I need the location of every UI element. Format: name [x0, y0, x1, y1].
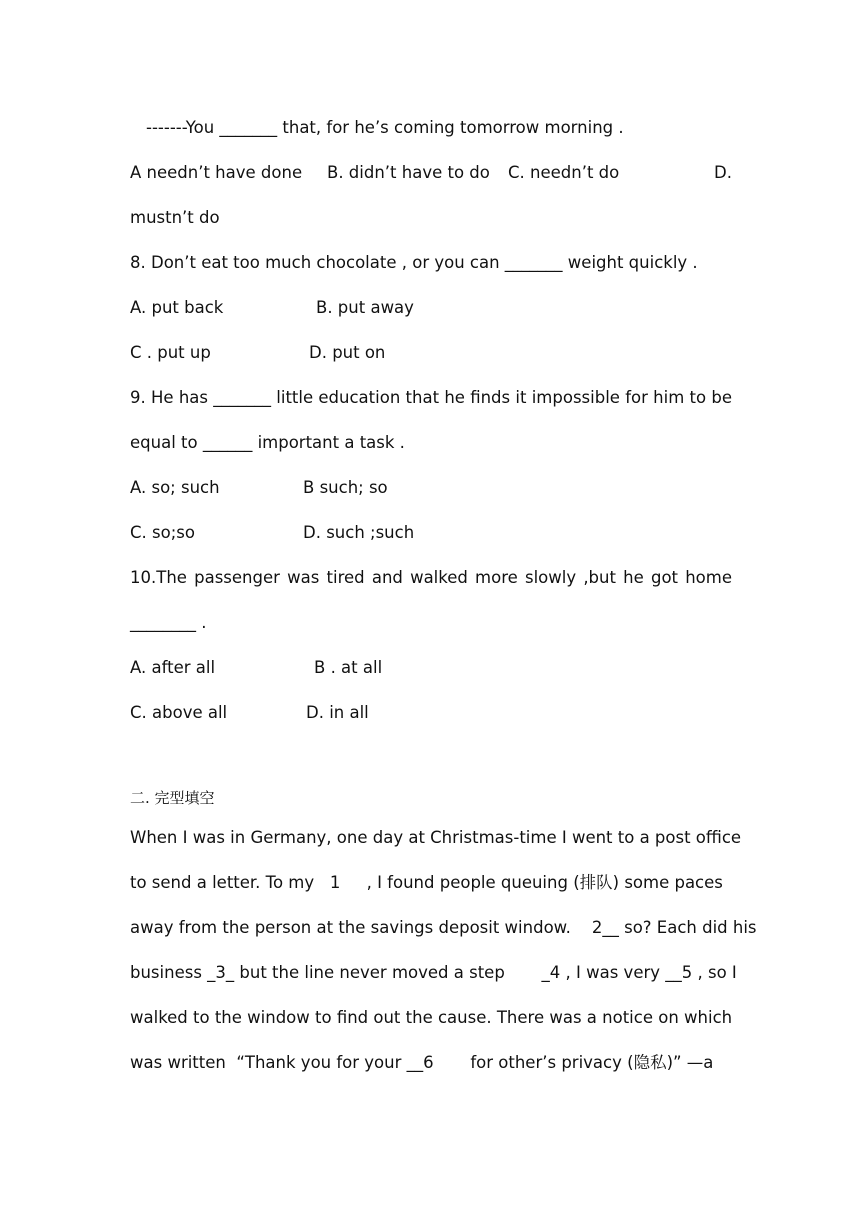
q8-option-a: A. put back	[130, 298, 224, 317]
q8-stem: 8. Don’t eat too much chocolate , or you can _______ weight quickly .	[130, 253, 698, 272]
q9-stem-line1: 9. He has _______ little education that he finds it impossible for him to be	[130, 388, 732, 407]
q8-option-b: B. put away	[316, 298, 414, 317]
q7-stem: -------You _______ that, for he’s coming tomorrow morning .	[146, 118, 624, 137]
section-heading: 二. 完型填空	[130, 789, 215, 807]
passage-line: to send a letter. To my 1 , I found people queuing (排队) some paces	[130, 873, 723, 892]
q7-option-d: D.	[714, 163, 732, 182]
q9-option-d: D. such ;such	[303, 523, 415, 542]
passage-line: business _3_ but the line never moved a step _4 , I was very __5 , so I	[130, 963, 737, 982]
q10-stem-line1: 10.The passenger was tired and walked more slowly ,but he got home	[130, 568, 732, 587]
q7-option-d-text: mustn’t do	[130, 208, 220, 227]
q7-option-b: B. didn’t have to do	[327, 163, 490, 182]
q7-option-c: C. needn’t do	[508, 163, 620, 182]
q9-stem-line2: equal to ______ important a task .	[130, 433, 405, 452]
passage-line: away from the person at the savings deposit window. 2__ so? Each did his	[130, 918, 757, 937]
q10-option-d: D. in all	[306, 703, 369, 722]
q10-option-a: A. after all	[130, 658, 216, 677]
passage-line: was written “Thank you for your __6 for other’s privacy (隐私)” —a	[130, 1053, 714, 1072]
q9-option-c: C. so;so	[130, 523, 195, 542]
q10-stem-line2: ________ .	[130, 613, 207, 632]
q8-option-c: C . put up	[130, 343, 211, 362]
passage-line: walked to the window to find out the cause. There was a notice on which	[130, 1008, 733, 1027]
q10-option-b: B . at all	[314, 658, 383, 677]
q9-option-b: B such; so	[303, 478, 388, 497]
q8-option-d: D. put on	[309, 343, 386, 362]
passage-line: When I was in Germany, one day at Christmas-time I went to a post office	[130, 828, 742, 847]
q10-option-c: C. above all	[130, 703, 228, 722]
q9-option-a: A. so; such	[130, 478, 220, 497]
q7-option-a: A needn’t have done	[130, 163, 303, 182]
